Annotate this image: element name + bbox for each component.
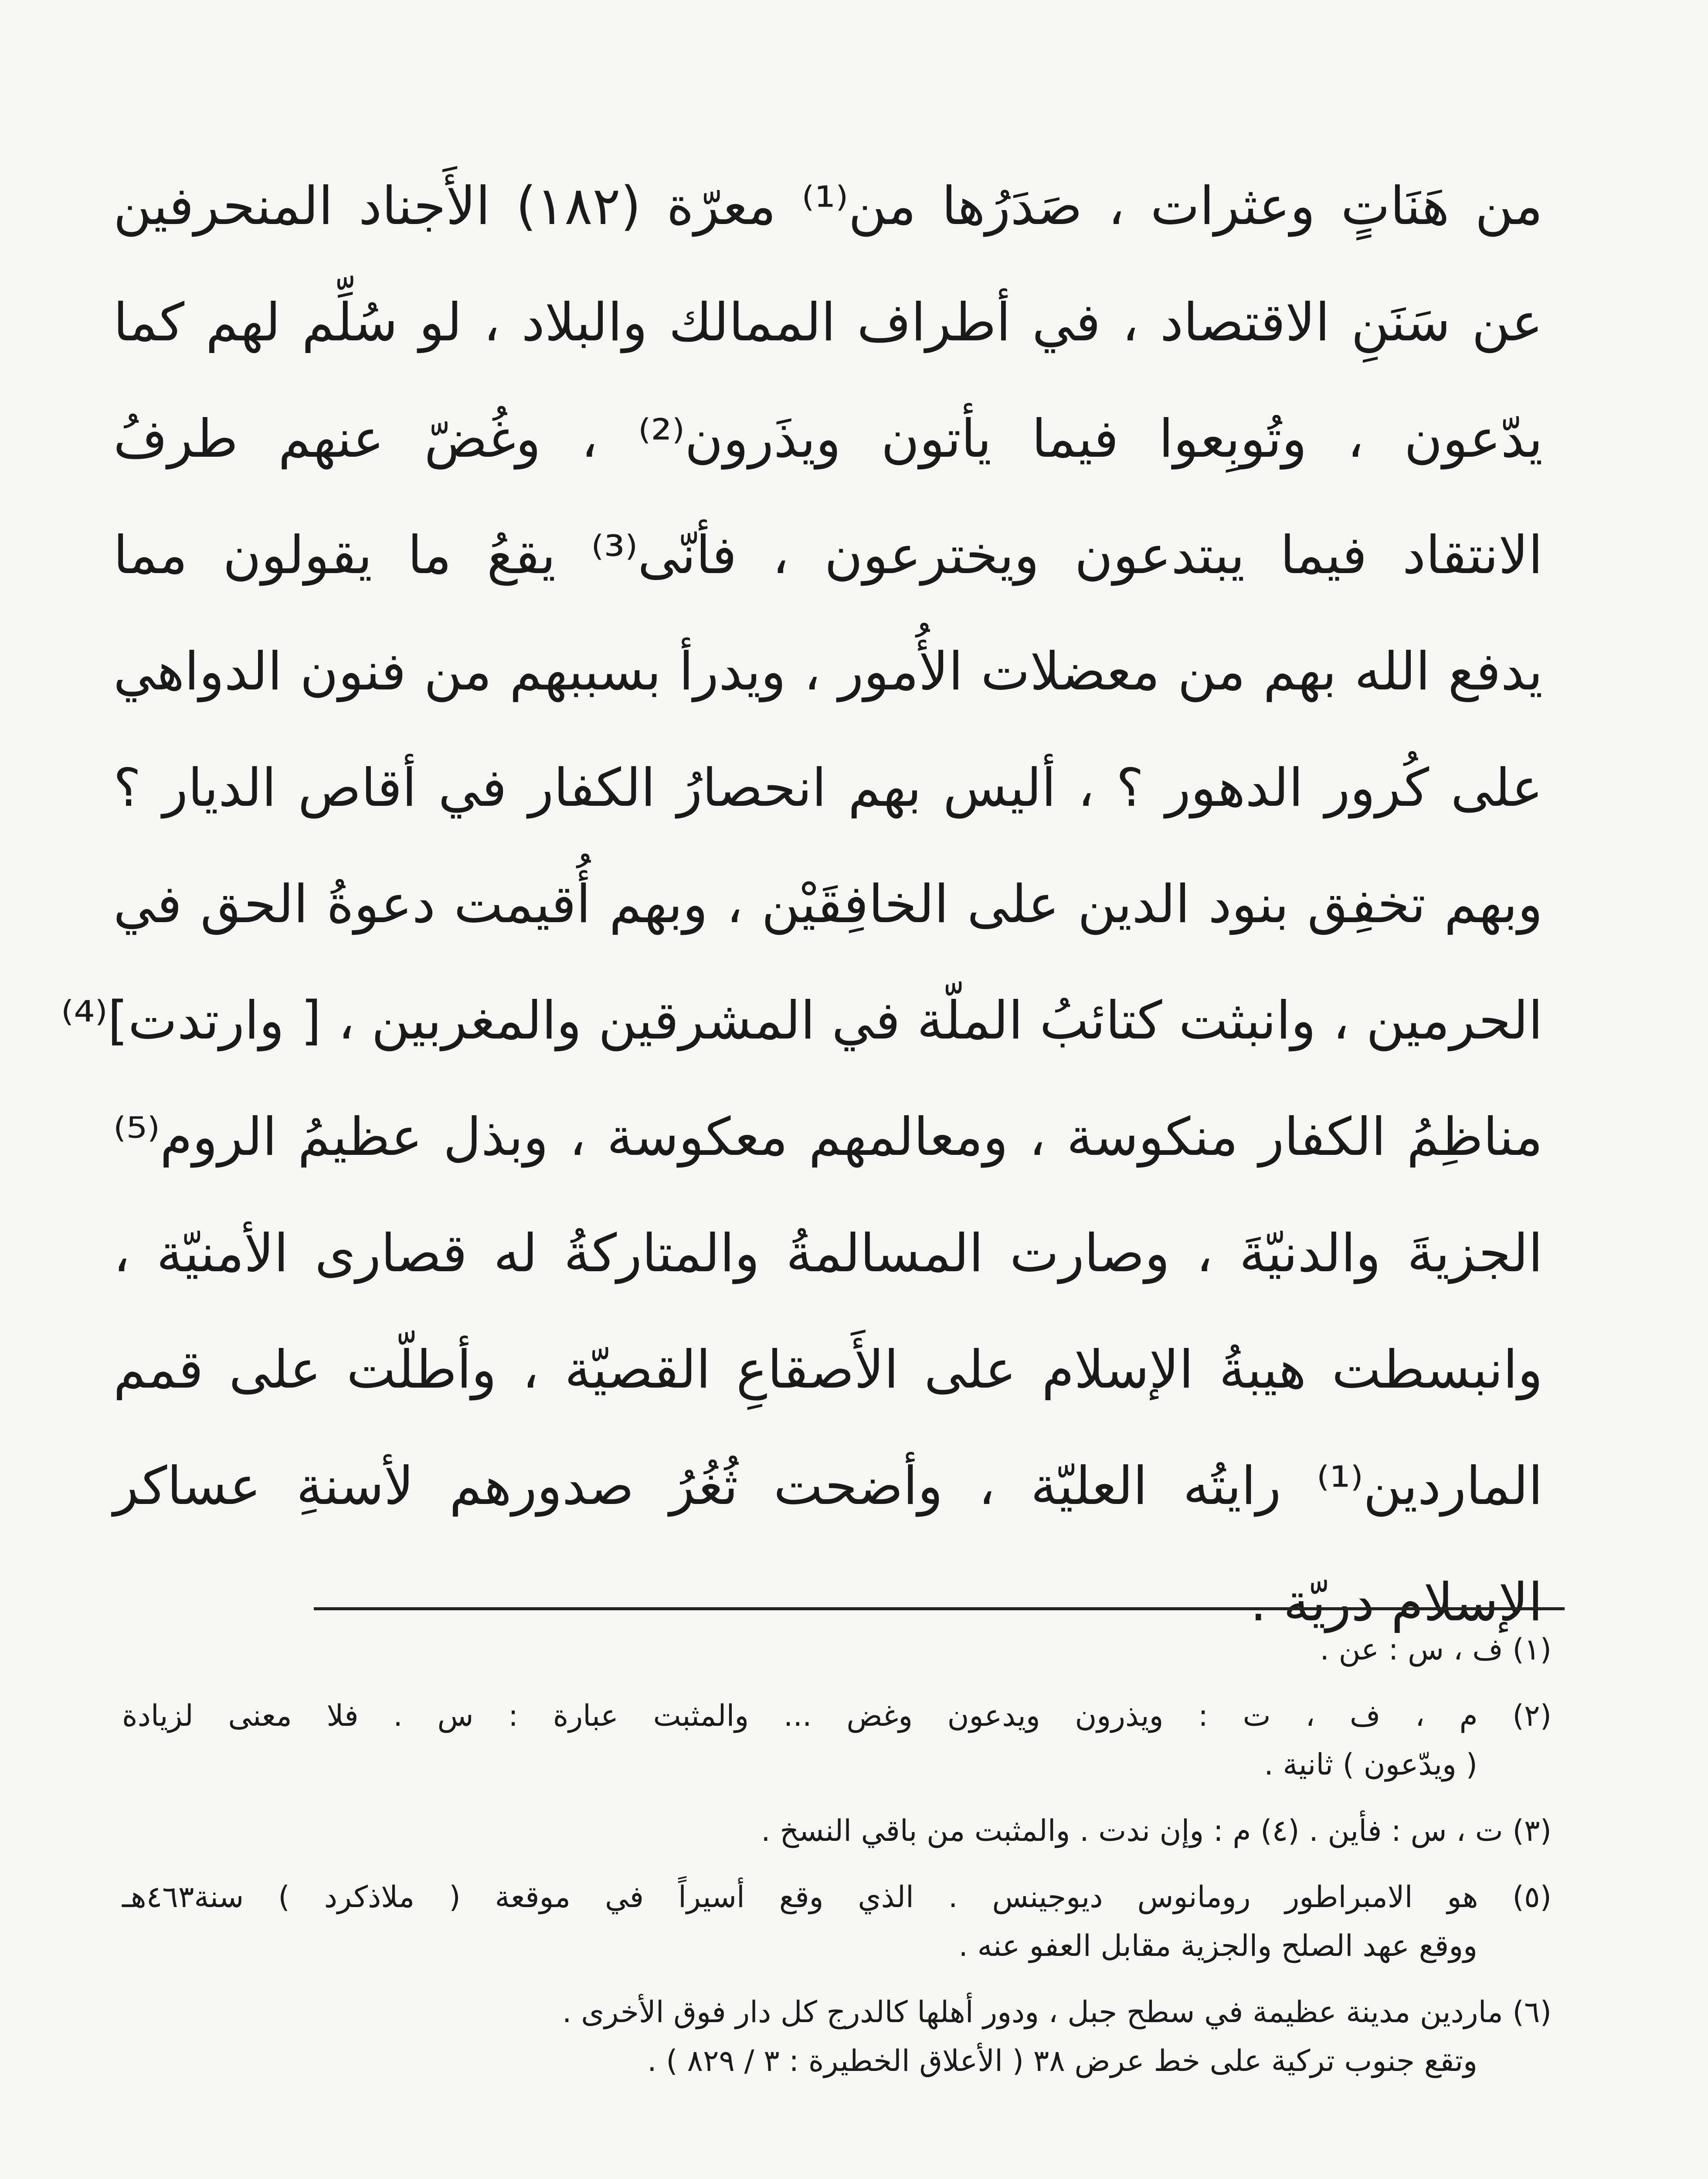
footnote-6-continued: وتقع جنوب تركية على خط عرض ٣٨ ( الأعلاق الخطيرة : ٣ / ٨٢٩ ) .	[647, 2044, 1477, 2078]
footnote-1: (١) ف ، س : عن .	[1320, 1633, 1552, 1667]
text-line-10: الجزيةَ والدنيّةَ ، وصارت المسالمةُ والمتاركةُ له قصارى الأمنيّة ،	[113, 1223, 1543, 1284]
text-line-1: من هَنَاتٍ وعثرات ، صَدَرُها من⁽¹⁾ معرّة (١٨٢) الأَجناد المنحرفين	[113, 176, 1543, 237]
footnote-divider	[314, 1607, 1565, 1610]
text-line-13: الإسلام دريّة .	[1250, 1572, 1543, 1633]
footnote-2-continued: ( ويدّعون ) ثانية .	[1264, 1748, 1477, 1782]
text-line-5: يدفع الله بهم من معضلات الأُمور ، ويدرأ بسببهم من فنون الدواهي	[113, 641, 1543, 702]
text-line-6: على كُرور الدهور ؟ ، أليس بهم انحصارُ الكفار في أقاص الديار ؟	[113, 758, 1543, 818]
text-line-8: الحرمين ، وانبثت كتائبُ الملّة في المشرقين والمغربين ، [ وارتدت]⁽⁴⁾	[61, 991, 1543, 1051]
text-line-7: وبهم تخفِق بنود الدين على الخافِقَيْن ، وبهم أُقيمت دعوةُ الحق في	[113, 874, 1543, 935]
text-line-12: الماردين⁽¹⁾ رايتُه العليّة ، وأضحت ثُغُرُ صدورهم لأسنةِ عساكر	[113, 1456, 1543, 1517]
footnotes	[122, 1626, 1552, 2086]
text-line-9: مناظِمُ الكفار منكوسة ، ومعالمهم معكوسة ، وبذل عظيمُ الروم⁽⁵⁾	[113, 1107, 1543, 1168]
text-line-4: الانتقاد فيما يبتدعون ويخترعون ، فأنّى⁽³⁾ يقعُ ما يقولون مما	[113, 525, 1543, 586]
footnote-5-continued: ووقع عهد الصلح والجزية مقابل العفو عنه .	[958, 1929, 1477, 1963]
footnote-5: (٥) هو الامبراطور رومانوس ديوجينس . الذي وقع أسيراً في موقعة ( ملاذكرد ) سنة٤٦٣هـ	[122, 1880, 1552, 1914]
main-text	[61, 148, 1543, 1661]
text-line-11: وانبسطت هيبةُ الإسلام على الأَصقاعِ القصيّة ، وأطلّت على قمم	[113, 1340, 1543, 1400]
footnote-3-4: (٣) ت ، س : فأين . (٤) م : وإن ندت . والمثبت من باقي النسخ .	[761, 1814, 1552, 1848]
text-line-2: عن سَنَنِ الاقتصاد ، في أطراف الممالك والبلاد ، لو سُلِّم لهم كما	[113, 292, 1543, 353]
footnote-6: (٦) ماردين مدينة عظيمة في سطح جبل ، ودور أهلها كالدرج كل دار فوق الأخرى .	[562, 1995, 1552, 2030]
footnote-2: (٢) م ، ف ، ت : ويذرون ويدعون وغض ... والمثبت عبارة : س . فلا معنى لزيادة	[122, 1699, 1552, 1733]
text-line-3: يدّعون ، وتُوبِعوا فيما يأتون ويذَرون⁽²⁾ ، وغُضّ عنهم طرفُ	[113, 409, 1543, 469]
